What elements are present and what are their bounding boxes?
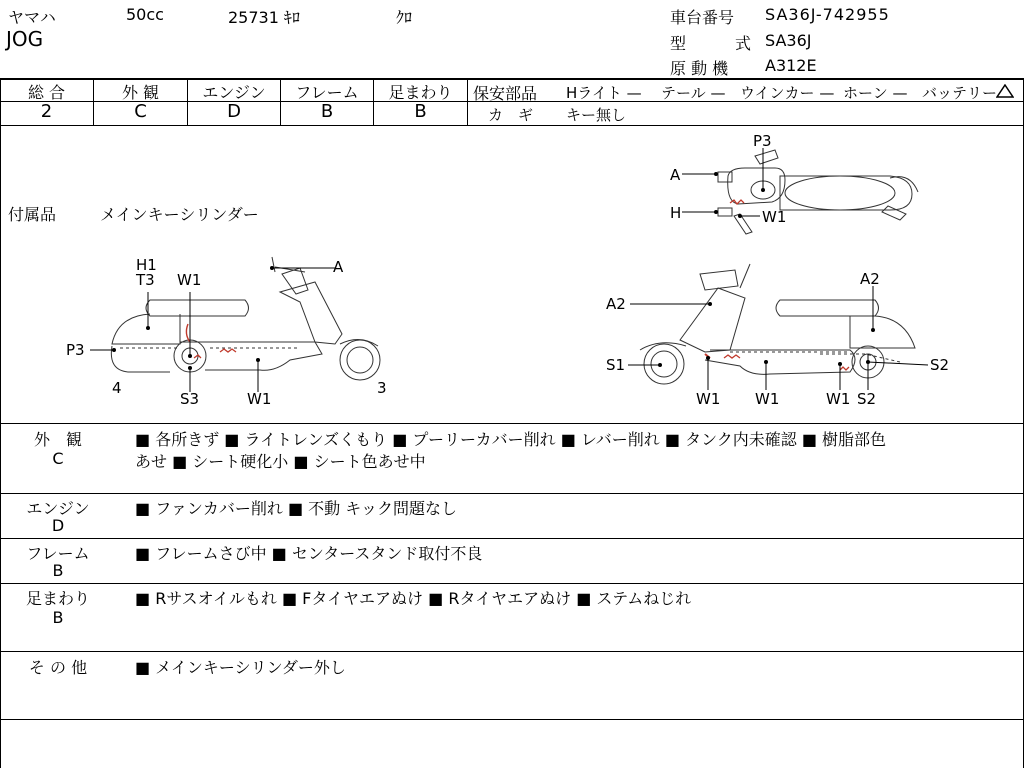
- frame-no-label: 車台番号: [670, 8, 735, 27]
- remark-grade-engine: D: [51, 516, 65, 535]
- model-name: JOG: [6, 27, 44, 51]
- remark-text-exterior-1: ■ 各所きず ■ ライトレンズくもり ■ プーリーカバー削れ ■ レバー削れ ■ タンク内未確認 ■ 樹脂部色: [135, 430, 887, 449]
- grade-exterior-label: 外 観: [121, 83, 160, 102]
- scooter-right-view-diagram: [600, 258, 970, 412]
- remark-text-frame: ■ フレームさび中 ■ センタースタンド取付不良: [135, 544, 483, 563]
- label-s2: S2: [930, 356, 950, 374]
- marker-dot: [866, 360, 870, 364]
- accessories-label: 付属品: [8, 205, 57, 224]
- marker-dot: [188, 354, 192, 358]
- marker-dot: [738, 214, 742, 218]
- remark-grade-frame: B: [52, 561, 64, 580]
- triangle-icon: [996, 84, 1014, 98]
- displacement: 50cc: [126, 5, 164, 24]
- label-w1: W1: [826, 390, 851, 408]
- label-s2b: S2: [857, 390, 877, 408]
- divider: [0, 583, 1024, 584]
- label-a2: A2: [860, 270, 880, 288]
- safety-winker: ウインカー —: [740, 84, 835, 102]
- marker-dot: [256, 358, 260, 362]
- remark-grade-exterior: C: [52, 449, 64, 468]
- safety-headlight: Hライト —: [566, 84, 642, 102]
- divider: [0, 423, 1024, 424]
- engine-label: 原 動 機: [670, 59, 729, 78]
- marker-dot: [188, 366, 192, 370]
- marker-dot: [708, 302, 712, 306]
- label-w1b: W1: [247, 390, 272, 408]
- grade-frame-label: フレーム: [295, 83, 359, 102]
- safety-taillight: テール —: [661, 84, 726, 102]
- frame-no-value: SA36J-742955: [765, 5, 890, 24]
- label-s1: S1: [606, 356, 626, 374]
- safety-battery: バッテリー: [922, 84, 998, 102]
- label-t3: T3: [136, 271, 155, 289]
- border-left: [0, 78, 1, 768]
- marker-dot: [838, 362, 842, 366]
- marker-dot: [270, 266, 274, 270]
- safety-label: 保安部品: [473, 84, 538, 103]
- grade-suspension-label: 足まわり: [388, 83, 453, 102]
- label-p3: P3: [66, 341, 85, 359]
- type-value: SA36J: [765, 31, 812, 50]
- remark-text-suspension: ■ Rサスオイルもれ ■ Fタイヤエアぬけ ■ Rタイヤエアぬけ ■ ステムねじれ: [135, 589, 692, 608]
- color: ｸﾛ: [396, 8, 413, 27]
- grade-overall-label: 総 合: [27, 83, 66, 102]
- divider: [0, 538, 1024, 539]
- marker-dot: [714, 172, 718, 176]
- marker-dot: [764, 360, 768, 364]
- remark-text-other: ■ メインキーシリンダー外し: [135, 658, 346, 677]
- mileage: 25731 ｷﾛ: [228, 8, 300, 27]
- marker-dot: [112, 348, 116, 352]
- type-label-2: 式: [735, 34, 752, 53]
- remark-label-exterior: 外 観: [33, 430, 82, 449]
- label-w1: W1: [696, 390, 721, 408]
- label-p3: P3: [753, 132, 772, 150]
- marker-dot: [871, 328, 875, 332]
- marker-dot: [761, 188, 765, 192]
- grade-engine-label: エンジン: [202, 83, 266, 102]
- grade-suspension-value: B: [414, 101, 427, 122]
- type-label-1: 型: [670, 34, 687, 53]
- label-h1: H1: [136, 256, 157, 274]
- remark-label-frame: フレーム: [26, 544, 90, 563]
- scooter-left-view-diagram: [60, 252, 400, 412]
- divider: [0, 651, 1024, 652]
- divider: [467, 79, 468, 125]
- label-3: 3: [377, 379, 387, 397]
- label-s3: S3: [180, 390, 200, 408]
- accessories-value: メインキーシリンダー: [100, 205, 259, 224]
- remark-label-engine: エンジン: [26, 499, 90, 518]
- grade-overall-value: 2: [40, 101, 53, 122]
- label-w1: W1: [762, 208, 787, 226]
- grade-frame-value: B: [320, 101, 334, 122]
- marker-dot: [706, 356, 710, 360]
- key-value: キー無し: [566, 106, 627, 124]
- marker-dot: [658, 363, 662, 367]
- divider: [0, 719, 1024, 720]
- label-h: H: [670, 204, 682, 222]
- marker-dot: [146, 326, 150, 330]
- safety-horn: ホーン —: [843, 84, 908, 102]
- divider: [0, 125, 1024, 126]
- remark-text-exterior-2: あせ ■ シート硬化小 ■ シート色あせ中: [135, 452, 426, 471]
- engine-value: A312E: [765, 56, 817, 75]
- marker-dot: [714, 210, 718, 214]
- remark-grade-suspension: B: [52, 608, 64, 627]
- maker: ヤマハ: [8, 8, 56, 27]
- label-w1: W1: [755, 390, 780, 408]
- label-4: 4: [112, 379, 122, 397]
- label-a2: A2: [606, 295, 626, 313]
- remark-label-suspension: 足まわり: [25, 589, 90, 608]
- grade-exterior-value: C: [134, 101, 147, 122]
- label-a: A: [333, 258, 344, 276]
- grade-engine-value: D: [227, 101, 241, 122]
- remark-label-other: そ の 他: [28, 658, 88, 677]
- divider: [0, 493, 1024, 494]
- label-a: A: [670, 166, 681, 184]
- key-label: カ ギ: [488, 106, 534, 124]
- scooter-top-view-diagram: [660, 128, 930, 240]
- remark-text-engine: ■ ファンカバー削れ ■ 不動 キック問題なし: [135, 499, 457, 518]
- label-w1: W1: [177, 271, 202, 289]
